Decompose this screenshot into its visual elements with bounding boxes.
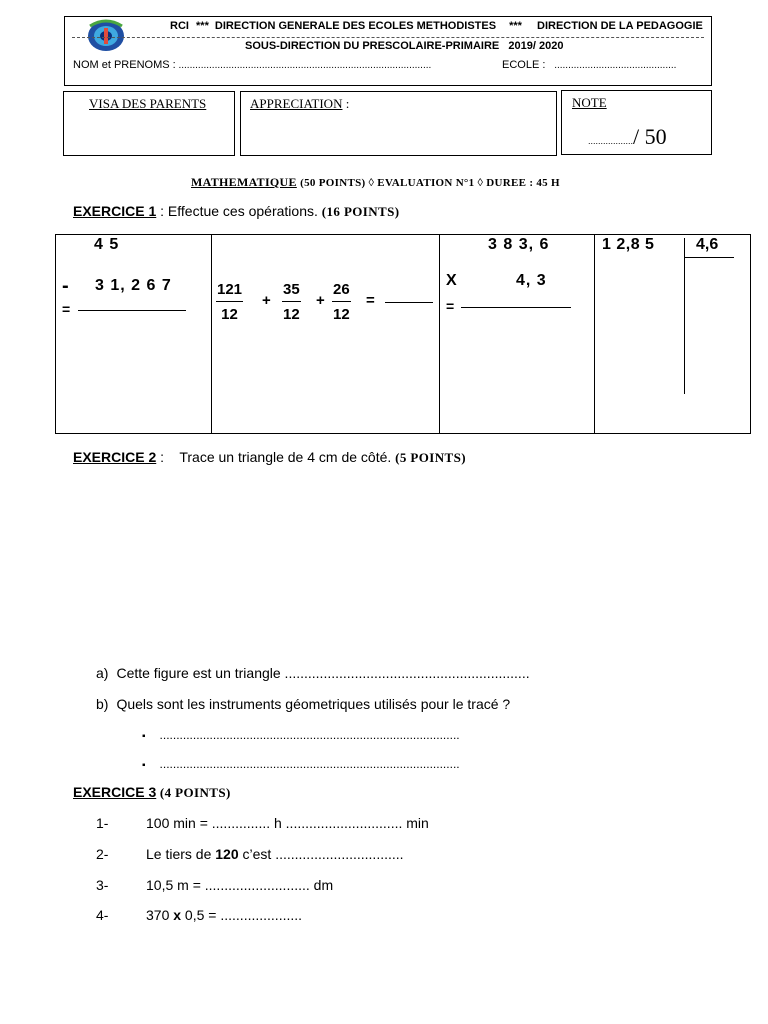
note-label: NOTE	[572, 95, 607, 110]
plus-sign-1: +	[262, 292, 272, 309]
exercice-1-table	[55, 234, 751, 434]
division-horizontal-bar	[685, 257, 734, 258]
division-divisor: 4,6	[696, 236, 719, 253]
name-row: NOM et PRENOMS : ...........................................................................................	[73, 59, 432, 71]
exercice-1-heading: EXERCICE 1 : Effectue ces opérations. (16 POINTS)	[73, 203, 400, 219]
exercice-3-item-2: 2- Le tiers de 120 c’est .................................	[96, 846, 404, 862]
exercice-3-heading: EXERCICE 3 (4 POINTS)	[73, 784, 231, 800]
question-b: b) Quels sont les instruments géometriques utilisés pour le tracé ?	[96, 696, 511, 712]
subtraction-top: 4 5	[94, 236, 120, 253]
division-dividend: 1 2,8 5	[602, 236, 655, 253]
visa-label: VISA DES PARENTS	[89, 96, 207, 111]
header-line-2: SOUS-DIRECTION DU PRESCOLAIRE-PRIMAIRE 2019/ 2020	[245, 40, 564, 52]
answer-line-1: ▪ ..........................................................................................	[142, 728, 460, 742]
subtraction-equals: =	[62, 301, 72, 317]
multiplication-answer-line	[461, 307, 571, 308]
question-a: a) Cette figure est un triangle ...............................................................	[96, 665, 530, 681]
multiplication-bottom: 4, 3	[516, 272, 547, 289]
school-row: ECOLE : ............................................	[502, 59, 677, 71]
table-divider-3	[594, 235, 595, 433]
evaluation-title: MATHEMATIQUE (50 POINTS) ◊ EVALUATION N°1 ◊ DUREE : 45 H	[191, 175, 560, 189]
division-vertical-bar	[684, 238, 685, 394]
multiplication-top: 3 8 3, 6	[488, 236, 550, 253]
exercice-3-item-3: 3- 10,5 m = ........................... dm	[96, 877, 334, 893]
header-line-1: RCI *** DIRECTION GENERALE DES ECOLES METHODISTES *** DIRECTION DE LA PEDAGOGIE	[170, 20, 703, 32]
table-divider-1	[211, 235, 212, 433]
subtraction-answer-line	[78, 310, 186, 311]
answer-line-2: ▪ ..........................................................................................	[142, 757, 460, 771]
multiplication-sign: X	[446, 272, 458, 289]
exercice-3-item-1: 1- 100 min = ............... h .............................. min	[96, 815, 429, 831]
multiplication-equals: =	[446, 298, 456, 314]
plus-sign-2: +	[316, 292, 326, 309]
table-divider-2	[439, 235, 440, 433]
fraction-2: $\frac{35}{12}$	[283, 281, 300, 323]
exercice-3-item-4: 4- 370 x 0,5 = .....................	[96, 907, 303, 923]
fractions-answer-line	[385, 302, 433, 303]
header-divider	[72, 37, 704, 38]
fraction-3: $\frac{26}{12}$	[333, 281, 350, 323]
appreciation-label: APPRECIATION :	[250, 96, 350, 111]
exercice-2-heading: EXERCICE 2 : Trace un triangle de 4 cm de côté. (5 POINTS)	[73, 449, 466, 465]
subtraction-bottom: 3 1, 2 6 7	[95, 277, 172, 294]
minus-sign: -	[62, 275, 70, 297]
school-logo	[84, 18, 128, 52]
fractions-equals: =	[366, 292, 376, 309]
fraction-1: $\frac{121}{12}$	[217, 281, 243, 323]
note-score: ................../ 50	[588, 124, 667, 149]
